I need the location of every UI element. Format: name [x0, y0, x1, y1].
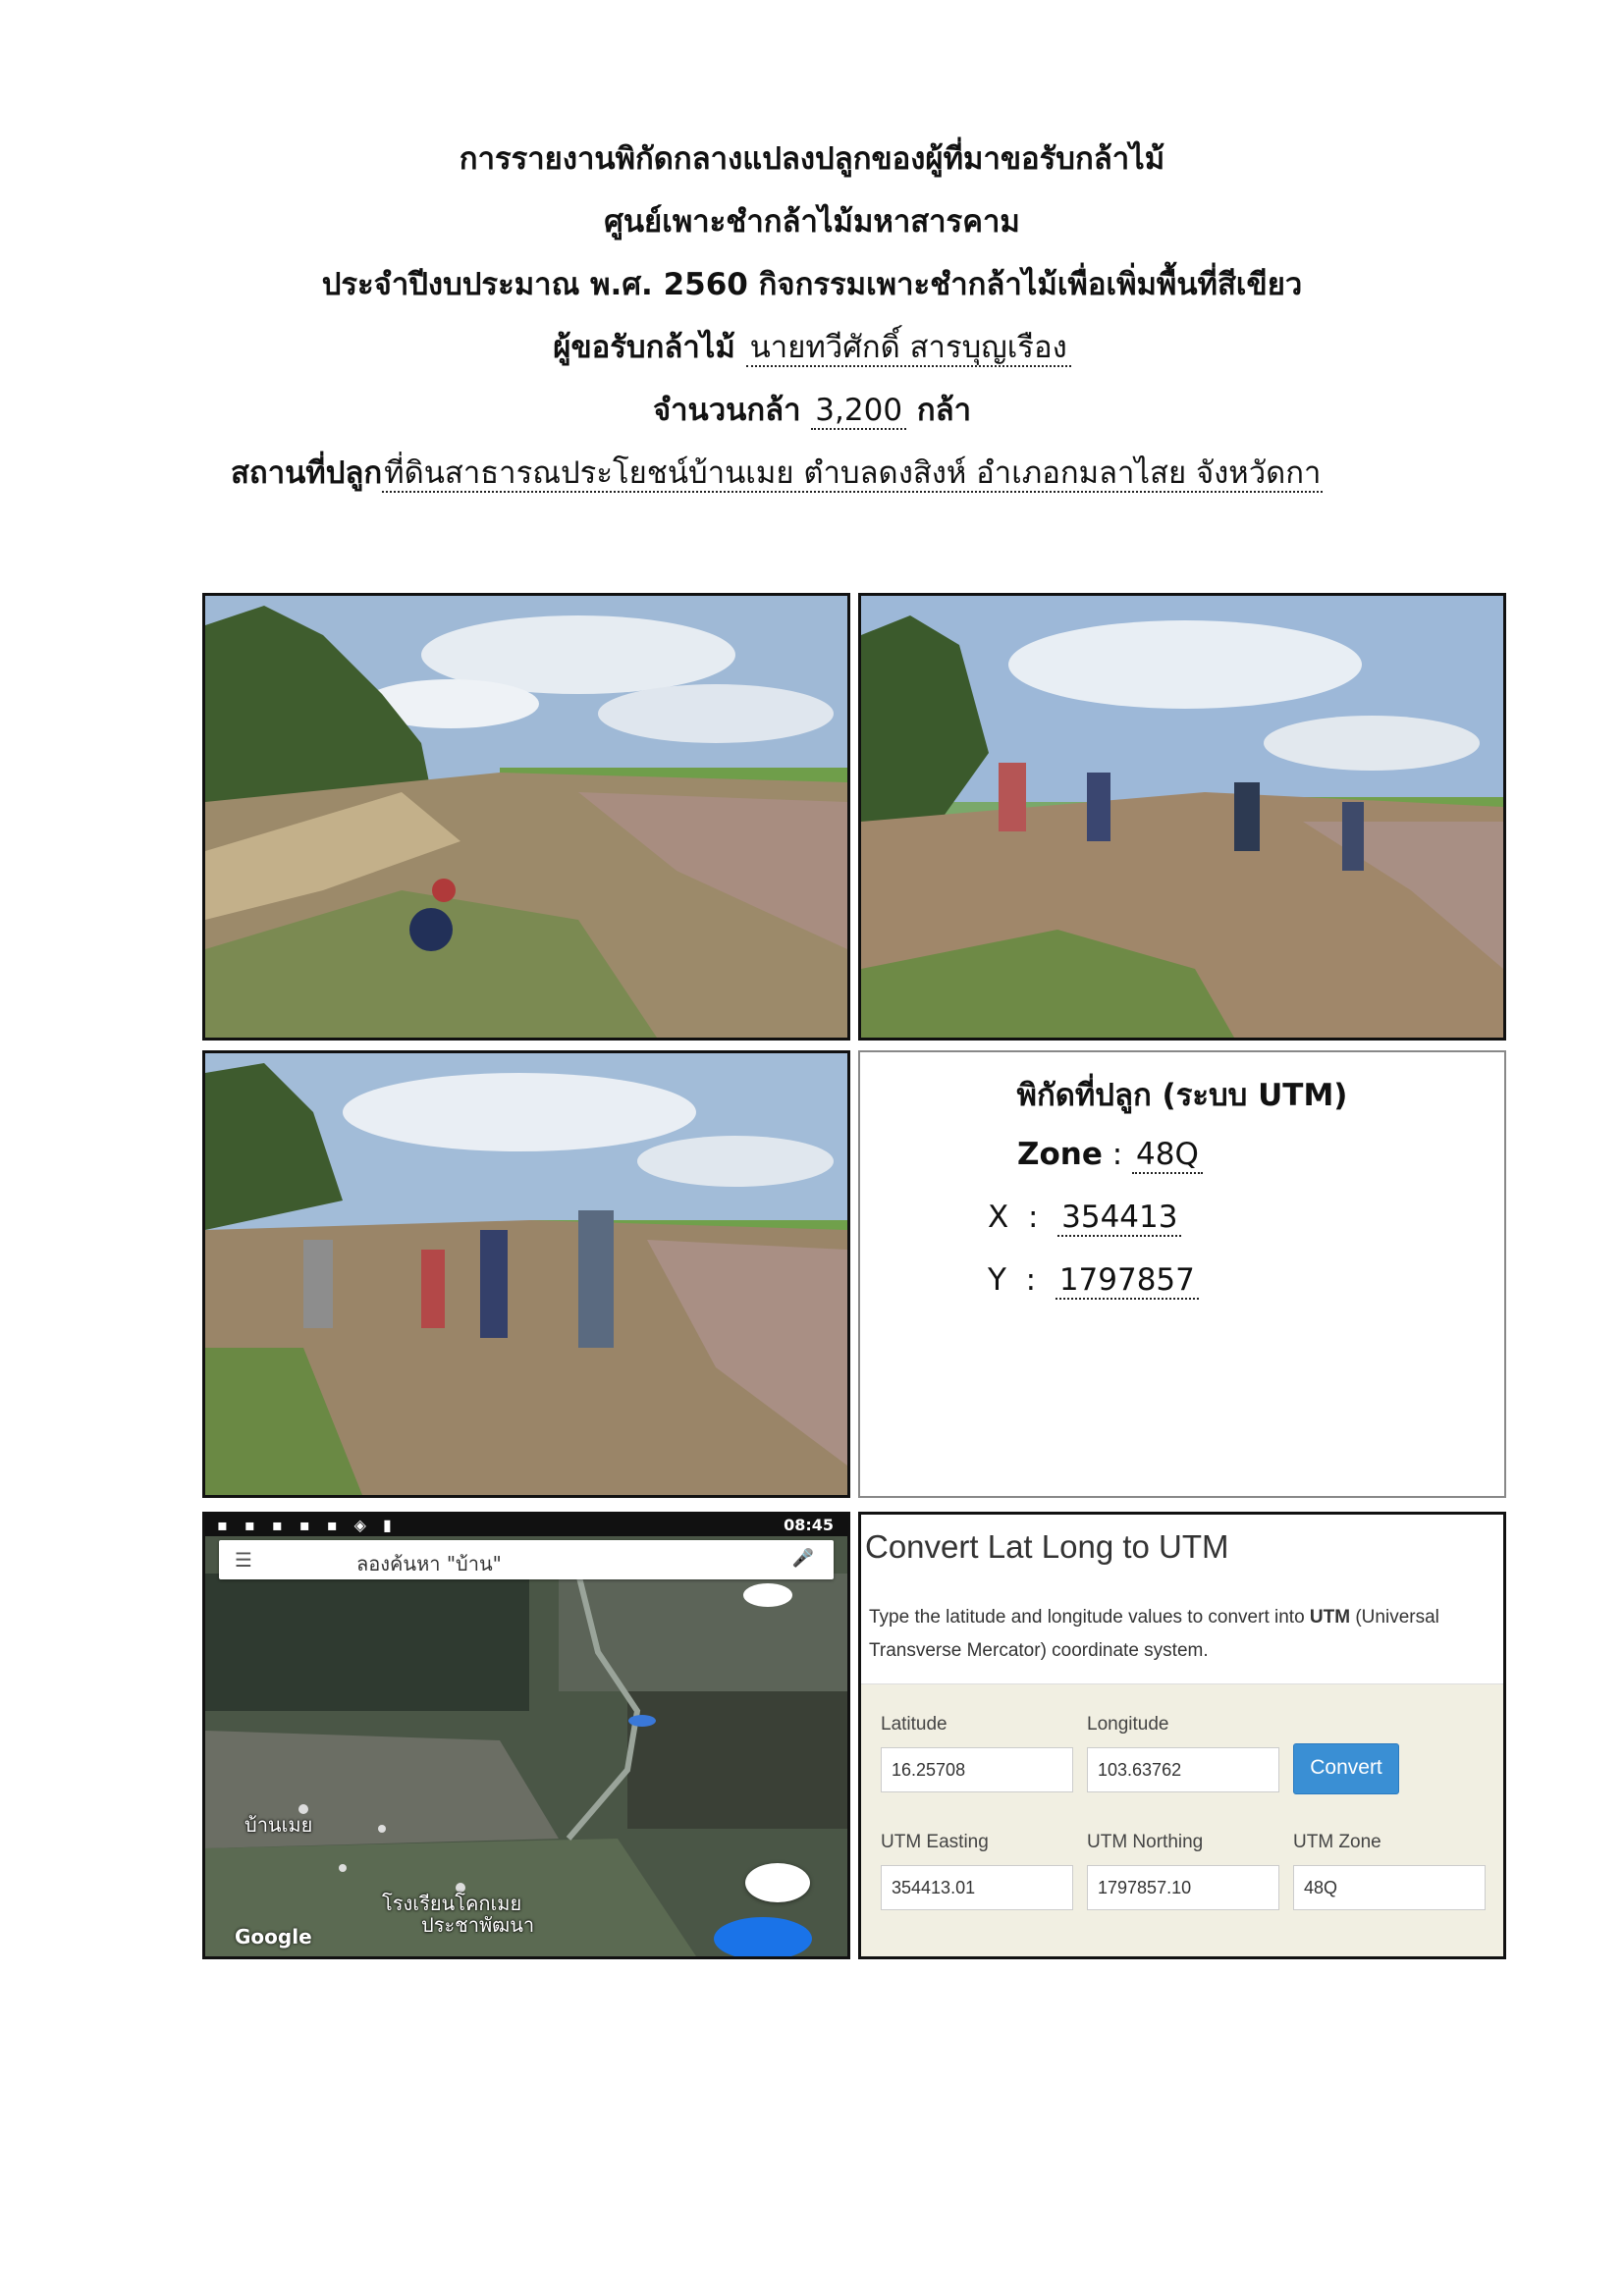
map-label-village: บ้านเมย	[244, 1813, 313, 1837]
utm-converter-screenshot	[858, 1512, 1506, 1959]
northing-label: UTM Northing	[1087, 1832, 1204, 1852]
map-search-input[interactable]: ลองค้นหา "บ้าน"	[356, 1552, 502, 1575]
utm-y-line: Y : 1797857	[988, 1262, 1199, 1298]
requester-name: นายทวีศักดิ์ สารบุญเรือง	[746, 330, 1071, 367]
converter-title: Convert Lat Long to UTM	[865, 1528, 1229, 1565]
center-name: ศูนย์เพาะชำกล้าไม้มหาสารคาม	[604, 204, 1020, 240]
count-value: 3,200	[811, 393, 906, 430]
count-label: จำนวนกล้า	[652, 393, 801, 428]
longitude-input[interactable]: 103.63762	[1087, 1747, 1279, 1792]
planting-photo-1	[202, 593, 850, 1041]
utm-x-line: X : 354413	[988, 1200, 1181, 1235]
zone-label: Zone	[1017, 1137, 1103, 1172]
location-value: ที่ดินสาธารณประโยชน์บ้านเมย ตำบลดงสิงห์ อำเภอกมลาไสย จังหวัดกา	[384, 455, 1322, 491]
planting-photo-3	[202, 1050, 850, 1498]
y-label: Y	[988, 1262, 1006, 1298]
converter-description	[869, 1601, 1497, 1668]
compass-icon[interactable]	[743, 1583, 792, 1607]
desc-bold: UTM	[1309, 1607, 1351, 1628]
phone-status-bar	[205, 1515, 847, 1536]
x-label: X	[988, 1200, 1009, 1235]
y-value: 1797857	[1056, 1262, 1199, 1300]
report-title: การรายงานพิกัดกลางแปลงปลูกของผู้ที่มาขอรับกล้าไม้	[459, 141, 1165, 177]
landscape-photo-icon	[205, 1053, 847, 1495]
desc-text-post: (Universal Transverse Mercator) coordinate system.	[869, 1607, 1439, 1661]
northing-output[interactable]: 1797857.10	[1087, 1865, 1279, 1910]
utm-zone-output[interactable]: 48Q	[1293, 1865, 1486, 1910]
zone-value: 48Q	[1132, 1137, 1203, 1174]
directions-button[interactable]	[714, 1917, 812, 1959]
latitude-input[interactable]: 16.25708	[881, 1747, 1073, 1792]
mic-icon[interactable]: 🎤	[791, 1548, 814, 1569]
status-icons: ▪ ▪ ▪ ▪ ▪ ◈ ▮	[217, 1516, 398, 1534]
map-screenshot	[202, 1512, 850, 1959]
planting-photo-2	[858, 593, 1506, 1041]
utm-zone-line: Zone : 48Q	[1017, 1137, 1203, 1172]
converter-form	[861, 1683, 1503, 1959]
requester-label: ผู้ขอรับกล้าไม้	[553, 330, 735, 365]
location-label: สถานที่ปลูก	[231, 455, 383, 491]
easting-label: UTM Easting	[881, 1832, 989, 1852]
requester-line	[0, 328, 1624, 367]
latitude-label: Latitude	[881, 1714, 947, 1735]
landscape-photo-icon	[861, 596, 1503, 1038]
map-label-school-1: โรงเรียนโคกเมย	[382, 1892, 522, 1915]
count-unit: กล้า	[916, 393, 972, 428]
fiscal-year-line: ประจำปีงบประมาณ พ.ศ. 2560 กิจกรรมเพาะชำกล้าไม้เพื่อเพิ่มพื้นที่สีเขียว	[321, 267, 1303, 302]
status-time: 08:45	[784, 1516, 834, 1534]
utm-title: พิกัดที่ปลูก (ระบบ UTM)	[1016, 1078, 1348, 1113]
convert-button[interactable]: Convert	[1293, 1743, 1399, 1794]
easting-output[interactable]: 354413.01	[881, 1865, 1073, 1910]
layers-button[interactable]	[745, 1863, 810, 1902]
desc-text: Type the latitude and longitude values to convert into	[869, 1607, 1310, 1628]
landscape-photo-icon	[205, 596, 847, 1038]
menu-icon[interactable]: ☰	[235, 1548, 252, 1572]
x-value: 354413	[1057, 1200, 1181, 1237]
utm-coordinates-box	[858, 1050, 1506, 1498]
longitude-label: Longitude	[1087, 1714, 1169, 1735]
utm-zone-label: UTM Zone	[1293, 1832, 1381, 1852]
google-logo: Google	[235, 1925, 312, 1949]
map-label-school-2: ประชาพัฒนา	[421, 1913, 535, 1937]
location-line	[231, 454, 1323, 493]
map-search-bar[interactable]	[219, 1540, 834, 1579]
seedling-count-line	[0, 391, 1624, 430]
